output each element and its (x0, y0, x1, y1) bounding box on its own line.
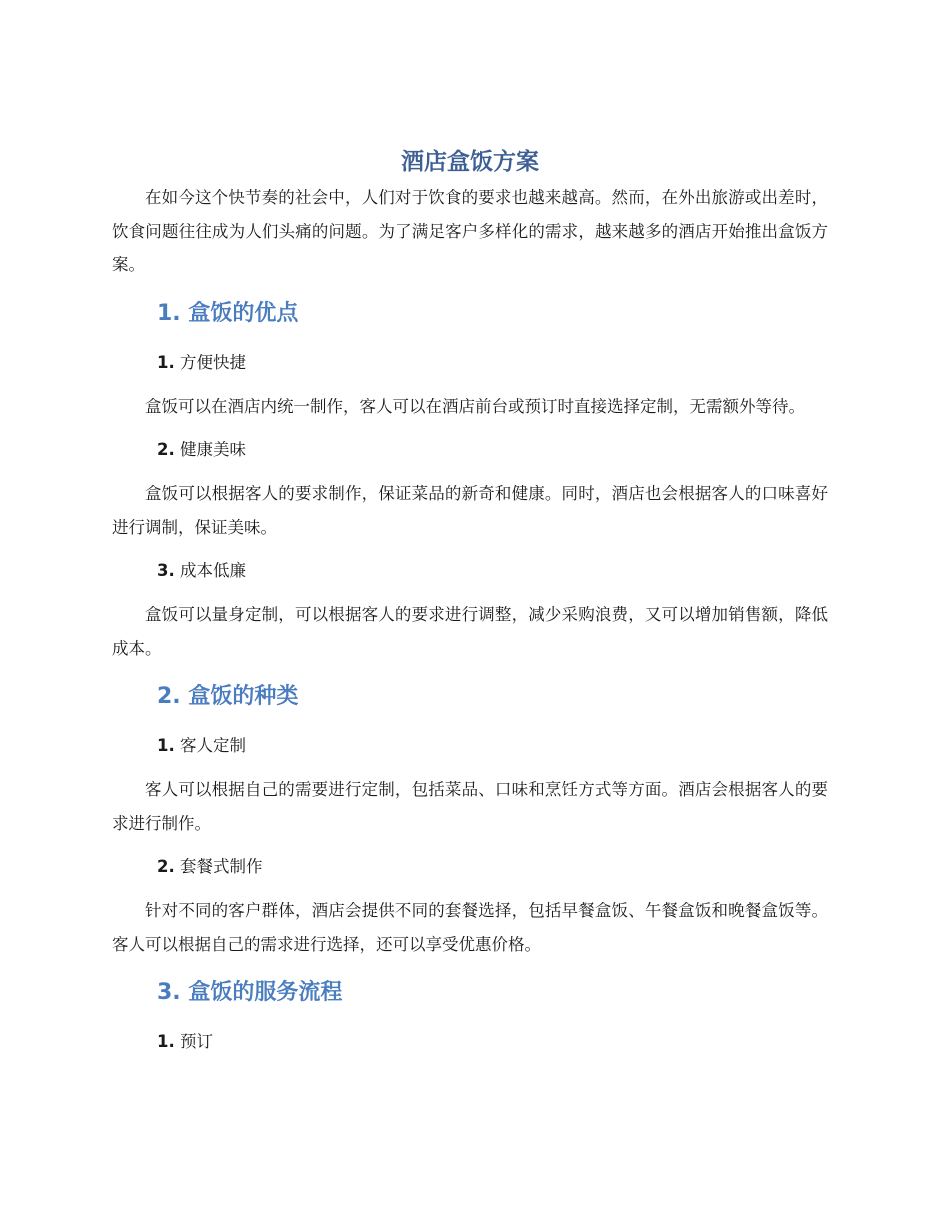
sub-heading-number: 3. (157, 561, 175, 580)
sub-heading-label: 健康美味 (180, 440, 246, 459)
sub-heading-label: 预订 (180, 1032, 213, 1051)
document-page (112, 140, 828, 1057)
section-heading-service-flow: 3. 盒饭的服务流程 (157, 980, 343, 1005)
sub-heading (112, 556, 828, 586)
sub-heading (112, 435, 828, 465)
sub-heading-label: 客人定制 (180, 736, 246, 755)
section-heading-types: 2. 盒饭的种类 (157, 684, 299, 709)
section-heading-advantages: 1. 盒饭的优点 (157, 300, 299, 326)
document-title: 酒店盒饭方案 (401, 149, 539, 175)
sub-heading (112, 731, 828, 761)
sub-heading-number: 1. (157, 736, 175, 755)
sub-heading (112, 348, 828, 378)
sub-heading (112, 852, 828, 882)
intro-paragraph: 在如今这个快节奏的社会中，人们对于饮食的要求也越来越高。然而，在外出旅游或出差时，饮食问题往往成为人们头痛的问题。为了满足客户多样化的需求，越来越多的酒店开始推出盒饭方案。 (112, 188, 828, 274)
sub-heading-label: 套餐式制作 (180, 857, 263, 876)
sub-heading-label: 成本低廉 (180, 561, 246, 580)
sub-heading-label: 方便快捷 (180, 352, 246, 372)
body-paragraph: 客人可以根据自己的需要进行定制，包括菜品、口味和烹饪方式等方面。酒店会根据客人的要求进行制作。 (112, 780, 828, 833)
sub-heading-number: 2. (157, 440, 175, 459)
sub-heading (112, 1027, 828, 1057)
body-paragraph: 针对不同的客户群体，酒店会提供不同的套餐选择，包括早餐盒饭、午餐盒饭和晚餐盒饭等。客人可以根据自己的需求进行选择，还可以享受优惠价格。 (112, 901, 828, 954)
body-paragraph: 盒饭可以量身定制，可以根据客人的要求进行调整，减少采购浪费，又可以增加销售额，降低成本。 (112, 605, 828, 658)
sub-heading-number: 2. (157, 857, 175, 876)
body-paragraph: 盒饭可以根据客人的要求制作，保证菜品的新奇和健康。同时，酒店也会根据客人的口味喜好进行调制，保证美味。 (112, 484, 828, 537)
body-paragraph: 盒饭可以在酒店内统一制作，客人可以在酒店前台或预订时直接选择定制，无需额外等待。 (145, 396, 805, 416)
sub-heading-number: 1. (157, 352, 175, 372)
sub-heading-number: 1. (157, 1032, 175, 1051)
